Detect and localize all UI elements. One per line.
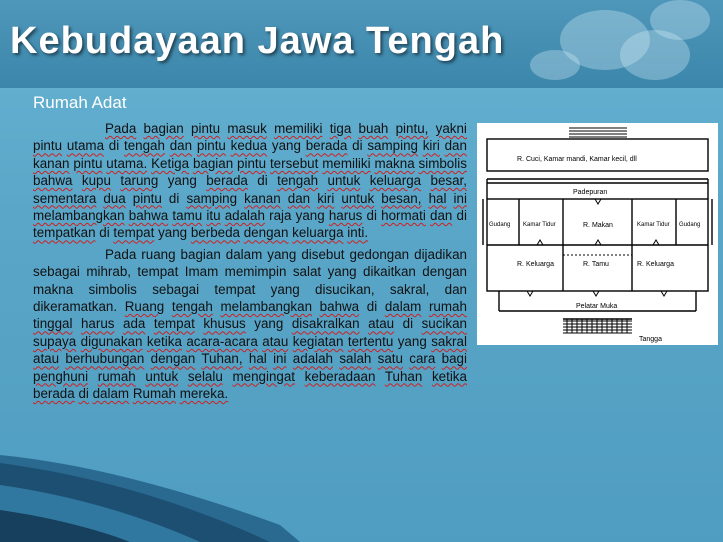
section-subtitle: Rumah Adat <box>33 93 127 112</box>
slide-header <box>0 0 723 88</box>
spellcheck-word: berhubungan <box>65 351 145 367</box>
text-run <box>145 316 154 331</box>
text-run <box>312 299 320 314</box>
spellcheck-word: pintu <box>132 190 162 206</box>
spellcheck-word: untuk <box>341 190 375 206</box>
spellcheck-word: Pada <box>105 121 137 136</box>
spellcheck-word: harus <box>328 208 363 224</box>
spellcheck-word: berada <box>206 173 248 189</box>
spellcheck-word: acara-acara <box>186 333 258 349</box>
text-run <box>421 299 429 314</box>
label-pelataran: Pelatar Muka <box>576 303 618 310</box>
text-run <box>322 121 329 136</box>
spellcheck-word: ketika <box>146 333 182 349</box>
spellcheck-word: kanan <box>244 190 281 206</box>
spellcheck-word: tinggal <box>33 316 73 332</box>
text-run <box>111 173 120 188</box>
spellcheck-word: dengan <box>150 351 196 367</box>
label-r-keluarga-left: R. Keluarga <box>517 261 554 268</box>
spellcheck-word: salah <box>339 351 372 367</box>
spellcheck-word: hal <box>248 351 267 367</box>
text-run <box>72 173 81 188</box>
decorative-splash <box>650 0 710 40</box>
spellcheck-word: keberadaan <box>304 368 376 384</box>
text-run <box>72 316 81 331</box>
spellcheck-word: sakral <box>431 333 467 349</box>
text-run <box>164 299 172 314</box>
text-run: Pada ruang bagian dalam yang disebut gedongan dijadikan sebagai mihrab, tempat Imam memimpin salat yang dikaitkan dengan makna simbolis sebagai tempat yang disucikan, sakral, dan dikeramatkan. <box>33 246 467 315</box>
spellcheck-word: Tuhan <box>384 368 423 384</box>
text-run: di <box>394 316 422 332</box>
spellcheck-word: buah <box>358 121 389 136</box>
spellcheck-word: hormati <box>381 208 426 224</box>
spellcheck-word: tertentu <box>347 333 394 349</box>
spellcheck-word: keluarga <box>369 173 422 189</box>
spellcheck-word: bahwa <box>33 173 73 189</box>
spellcheck-word: berada <box>305 138 348 154</box>
text-run: di <box>104 138 124 154</box>
spellcheck-word: cara <box>409 351 436 367</box>
spellcheck-word: pintu, <box>395 121 429 136</box>
label-top-room: R. Cuci, Kamar mandi, Kamar kecil, dll <box>517 156 637 163</box>
spellcheck-word: ada <box>123 316 146 332</box>
paragraph-doors <box>33 120 467 242</box>
label-gudang-right: Gudang <box>679 222 701 228</box>
spellcheck-word: berada <box>33 386 75 402</box>
spellcheck-word: itu <box>206 208 221 224</box>
spellcheck-word: kiri <box>317 190 335 206</box>
text-run <box>114 316 123 331</box>
label-r-tamu: R. Tamu <box>583 261 609 268</box>
text-run: yang <box>393 333 432 349</box>
spellcheck-word: besan, <box>381 190 422 206</box>
spellcheck-word: tengah <box>277 173 319 189</box>
spellcheck-word: melambangkan <box>220 299 313 315</box>
text-run <box>360 173 369 188</box>
text-run <box>421 173 430 188</box>
text-run <box>318 173 327 188</box>
spellcheck-word: khusus <box>203 316 246 332</box>
spellcheck-word: pintu <box>33 138 63 154</box>
text-run <box>267 121 274 136</box>
text-run <box>375 369 384 384</box>
spellcheck-word: bahwa <box>128 208 169 224</box>
text-run <box>88 369 98 384</box>
text-run <box>421 191 428 206</box>
spellcheck-word: kedua <box>230 138 268 154</box>
spellcheck-word: Rumah <box>132 386 176 402</box>
text-run <box>446 191 453 206</box>
spellcheck-word: bahwa <box>319 299 360 315</box>
spellcheck-word: samping <box>367 138 418 154</box>
label-kamar-tidur-left: Kamar Tidur <box>523 222 556 228</box>
text-run <box>184 121 191 136</box>
spellcheck-word: disakralkan <box>291 316 360 332</box>
text-run <box>360 316 369 331</box>
label-gudang-left: Gudang <box>489 222 511 228</box>
text-run <box>422 369 432 384</box>
spellcheck-word: rumah <box>97 368 136 384</box>
spellcheck-word: mereka. <box>179 386 229 402</box>
spellcheck-word: keluarga <box>292 225 344 241</box>
spellcheck-word: untuk <box>145 368 179 384</box>
spellcheck-word: Ketiga <box>151 155 190 171</box>
text-run: yang <box>158 225 191 241</box>
spellcheck-word: bagian <box>192 155 234 171</box>
text-run <box>388 121 395 136</box>
text-run <box>126 191 133 206</box>
top-room-box <box>487 139 708 171</box>
spellcheck-word: tempat <box>153 316 195 332</box>
spellcheck-word: rumah <box>428 299 467 315</box>
spellcheck-word: pintu <box>237 155 267 171</box>
text-run <box>295 369 305 384</box>
spellcheck-word: untuk <box>327 173 361 189</box>
spellcheck-word: kupu <box>81 173 111 189</box>
spellcheck-word: pintu <box>191 121 221 136</box>
spellcheck-word: dan <box>430 208 453 224</box>
spellcheck-word: memiliki <box>274 121 323 136</box>
spellcheck-word: yakni <box>435 121 467 136</box>
text-run <box>136 369 146 384</box>
spellcheck-word: berbeda <box>190 225 240 241</box>
text-run: di <box>95 225 114 241</box>
spellcheck-word: utama. <box>106 155 148 171</box>
spellcheck-word: tempatkan <box>33 225 96 241</box>
text-run <box>281 191 288 206</box>
spellcheck-word: satu <box>377 351 403 367</box>
text-run: di <box>247 173 278 189</box>
spellcheck-word: atau <box>368 316 395 332</box>
spellcheck-word: samping <box>186 190 238 206</box>
text-run: raja yang <box>264 208 329 224</box>
spellcheck-word: tarung <box>120 173 159 189</box>
text-run <box>351 121 358 136</box>
spellcheck-word: atau <box>262 333 289 349</box>
label-tangga: Tangga <box>639 336 662 343</box>
text-run <box>178 369 188 384</box>
spellcheck-word: tengah <box>171 299 213 315</box>
spellcheck-word: simbolis <box>418 155 467 171</box>
spellcheck-word: besar, <box>430 173 467 189</box>
spellcheck-word: mengingat <box>232 368 296 384</box>
spellcheck-word: makna <box>374 155 415 171</box>
spellcheck-word: tersebut <box>269 155 319 171</box>
spellcheck-word: adalah <box>292 351 334 367</box>
text-run <box>136 121 143 136</box>
spellcheck-word: adalah <box>224 208 265 224</box>
spellcheck-word: ini <box>453 190 467 206</box>
label-r-makan: R. Makan <box>583 222 613 229</box>
spellcheck-word: tiga <box>329 121 352 136</box>
spellcheck-word: digunakan <box>80 333 143 349</box>
text-run <box>428 121 435 136</box>
slide-title: Kebudayaan Jawa Tengah <box>10 20 505 62</box>
body-text <box>33 120 467 407</box>
spellcheck-word: ketika <box>431 368 467 384</box>
label-padepuran: Padepuran <box>573 189 608 196</box>
spellcheck-word: kanan <box>33 155 70 171</box>
spellcheck-word: supaya <box>33 333 77 349</box>
text-run: di <box>452 208 467 224</box>
spellcheck-word: dua <box>103 190 126 206</box>
spellcheck-word: penghuni <box>33 368 89 384</box>
text-run: yang <box>158 173 207 189</box>
label-kamar-tidur-right: Kamar Tidur <box>637 222 670 228</box>
spellcheck-word: dan <box>287 190 311 206</box>
spellcheck-word: inti. <box>347 225 369 241</box>
spellcheck-word: harus <box>80 316 115 332</box>
text-run: di <box>347 138 368 154</box>
spellcheck-word: dalam <box>92 386 130 402</box>
spellcheck-word: bagian <box>143 121 184 136</box>
spellcheck-word: tengah <box>123 138 165 154</box>
text-run: di <box>362 208 382 224</box>
spellcheck-word: sementara <box>33 190 97 206</box>
spellcheck-word: dengan <box>243 225 289 241</box>
spellcheck-word: memiliki <box>322 155 371 171</box>
decorative-bottom-wave <box>0 455 723 542</box>
spellcheck-word: utama <box>66 138 105 154</box>
floor-plan-diagram <box>477 123 718 345</box>
spellcheck-word: bagi <box>441 351 467 367</box>
spellcheck-word: sucikan <box>421 316 467 332</box>
spellcheck-word: masuk <box>227 121 267 136</box>
label-r-keluarga-right: R. Keluarga <box>637 261 674 268</box>
spellcheck-word: tempat <box>113 225 155 241</box>
spellcheck-word: di <box>78 386 89 402</box>
spellcheck-word: Tuhan, <box>201 351 243 367</box>
spellcheck-word: ini <box>273 351 287 367</box>
spellcheck-word: dan <box>169 138 193 154</box>
text-run: yang <box>267 138 306 154</box>
spellcheck-word: dalam <box>384 299 422 315</box>
spellcheck-word: melambangkan <box>33 208 125 224</box>
spellcheck-word: kegiatan <box>292 333 344 349</box>
spellcheck-word: kiri <box>422 138 440 154</box>
spellcheck-word: dan <box>444 138 467 154</box>
spellcheck-word: selalu <box>187 368 223 384</box>
text-run: yang <box>245 316 292 332</box>
decorative-splash <box>530 50 580 80</box>
spellcheck-word: pintu <box>196 138 226 154</box>
paragraph-inner-room <box>33 246 467 403</box>
text-run: di <box>161 190 187 206</box>
spellcheck-word: hal <box>428 190 447 206</box>
spellcheck-word: tamu <box>172 208 203 224</box>
spellcheck-word: pintu <box>73 155 103 171</box>
spellcheck-word: atau <box>33 351 60 367</box>
spellcheck-word: Ruang <box>124 299 165 315</box>
text-run: di <box>359 299 385 315</box>
